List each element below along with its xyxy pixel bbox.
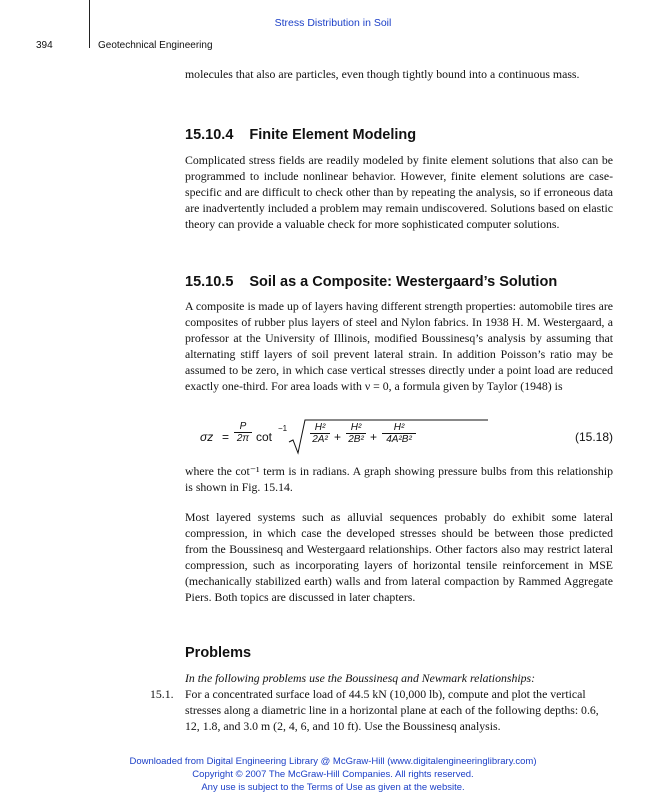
equation-lhs: σz bbox=[200, 430, 214, 444]
plus-sign: + bbox=[334, 430, 342, 444]
problem-text: For a concentrated surface load of 44.5 kN (10,000 lb), compute and plot the vertical stresses along a diametric line in a horizontal plane at each of the following depths: 0.6, 12, 1.8, and 3.0 m (2, 4, 6, and 10 ft). Use the Boussinesq analysis. bbox=[185, 687, 599, 733]
running-head: Stress Distribution in Soil bbox=[274, 17, 392, 29]
inverse-exponent: −1 bbox=[278, 424, 288, 433]
westergaard-paragraph-2: where the cot⁻¹ term is in radians. A graph showing pressure bulbs from this relationship is shown in Fig. 15.14. bbox=[185, 464, 613, 494]
denominator: 2π bbox=[236, 433, 250, 444]
numerator: H² bbox=[310, 422, 330, 434]
equation-number: (15.18) bbox=[574, 430, 613, 444]
section-number: 15.10.4 bbox=[185, 127, 234, 143]
page-number: 394 bbox=[36, 40, 53, 51]
equation-15-18 bbox=[200, 418, 613, 458]
denominator: 4A²B² bbox=[386, 434, 412, 445]
section-number: 15.10.5 bbox=[185, 274, 234, 290]
problems-intro: In the following problems use the Boussinesq and Newmark relationships: bbox=[185, 671, 536, 685]
westergaard-paragraph-1: A composite is made up of layers having different strength properties: automobile tires are composites of rubber plus layers of steel and Nylon fabrics. In 1938 H. M. Westergaard, a professor at the University of Illinois, modified Boussinesq’s analysis by assuming that alternating stiff layers of soil prevent lateral strain. In addition Poisson’s ratio may be assumed to be zero, in which case vertical stresses directly under a point load are reduced exactly one-third. For area loads with ν = 0, a formula given by Taylor (1948) is bbox=[185, 299, 613, 393]
numerator: P bbox=[234, 421, 252, 433]
footer bbox=[0, 755, 666, 794]
finite-element-paragraph: Complicated stress fields are readily modeled by finite element solutions that also can be programmed to include nonlinear behavior. However, finite element solutions are case-specific and are difficult to check other than by repeating the analysis, so if erroneous data are inadvertently included a problem may remain undiscovered. Solutions based on elastic theory can provide a valuable check for more sophisticated computer solutions. bbox=[185, 153, 613, 231]
problem-item bbox=[150, 686, 613, 734]
intro-paragraph: molecules that also are particles, even though tightly bound into a continuous mass. bbox=[185, 67, 580, 81]
footer-copyright: Copyright © 2007 The McGraw-Hill Companies. All rights reserved. bbox=[192, 769, 474, 780]
denominator: 2B² bbox=[348, 434, 364, 445]
fraction-term-1 bbox=[310, 422, 330, 445]
numerator: H² bbox=[382, 422, 416, 434]
footer-terms-link[interactable]: Any use is subject to the Terms of Use as given at the website. bbox=[201, 782, 465, 793]
numerator: H² bbox=[346, 422, 366, 434]
book-title: Geotechnical Engineering bbox=[98, 40, 213, 51]
section-heading-15-10-4 bbox=[185, 127, 416, 143]
problem-number: 15.1. bbox=[150, 687, 174, 701]
denominator: 2A² bbox=[312, 434, 328, 445]
fraction-term-3 bbox=[382, 422, 416, 445]
section-title: Finite Element Modeling bbox=[249, 127, 417, 143]
section-title: Soil as a Composite: Westergaard’s Solution bbox=[249, 274, 558, 290]
problems-heading: Problems bbox=[185, 645, 252, 661]
fraction-term-2 bbox=[346, 422, 366, 445]
westergaard-paragraph-3: Most layered systems such as alluvial sequences probably do exhibit some lateral compression, in which case the developed stresses should be between those predicted from the Boussinesq and Westergaard relationships. Other factors also may restrict lateral compression, such as incorporating layers of horizontal tensile reinforcement in MSE (mechanically stabilized earth) walls and from lateral compaction by Rammed Aggregate Piers. Both topics are discussed in later chapters. bbox=[185, 510, 613, 604]
equation-equals: = bbox=[222, 430, 230, 444]
fraction-p-over-2pi bbox=[234, 421, 252, 444]
cot-function: cot bbox=[256, 430, 273, 444]
footer-download-link[interactable]: Downloaded from Digital Engineering Library @ McGraw-Hill (www.digitalengineeringlibrary.com) bbox=[129, 756, 537, 767]
section-heading-15-10-5 bbox=[185, 274, 557, 290]
plus-sign: + bbox=[370, 430, 378, 444]
